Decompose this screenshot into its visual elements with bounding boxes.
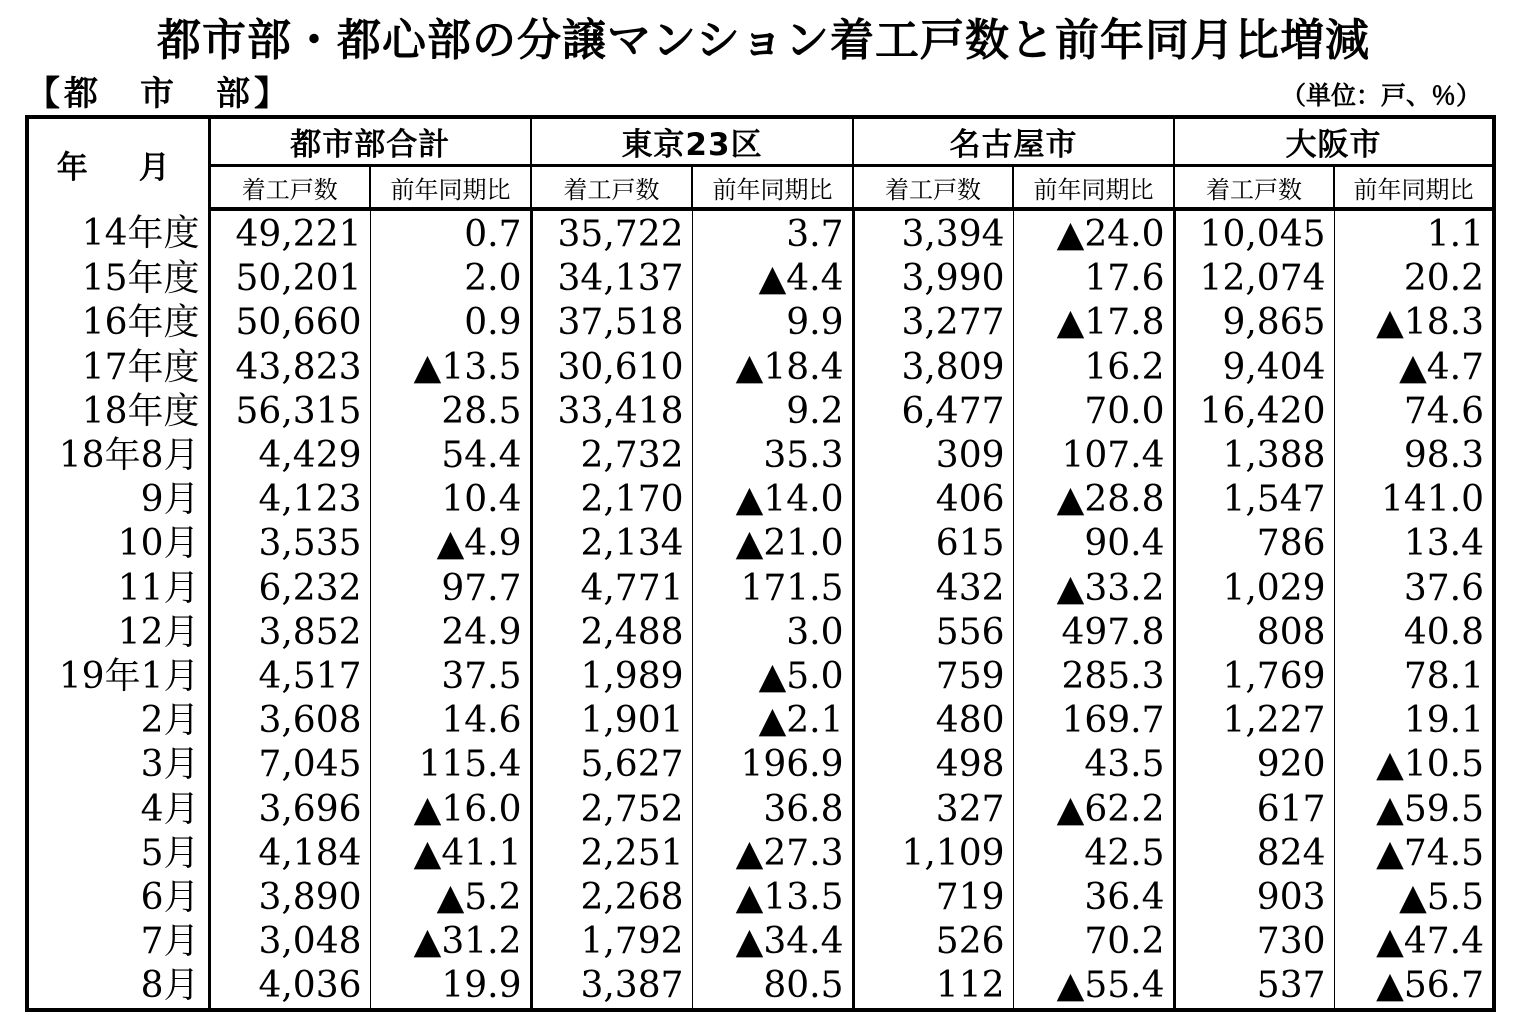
- cell-yoy: ▲55.4: [1013, 964, 1174, 1010]
- cell-yoy: ▲5.5: [1334, 876, 1494, 920]
- cell-starts: 10,045: [1174, 209, 1334, 257]
- cell-yoy: 115.4: [370, 743, 531, 787]
- cell-starts: 759: [853, 655, 1013, 699]
- table-row: [27, 876, 1494, 920]
- cell-yoy: ▲13.5: [370, 346, 531, 390]
- cell-starts: 9,404: [1174, 346, 1334, 390]
- cell-yoy: 70.0: [1013, 390, 1174, 434]
- cell-starts: 1,792: [531, 920, 692, 964]
- table-row: [27, 567, 1494, 611]
- cell-yoy: ▲18.4: [692, 346, 853, 390]
- cell-starts: 808: [1174, 611, 1334, 655]
- cell-yoy: 9.9: [692, 301, 853, 345]
- cell-yoy: ▲47.4: [1334, 920, 1494, 964]
- cell-yoy: ▲74.5: [1334, 832, 1494, 876]
- row-label: 19年1月: [27, 655, 209, 699]
- sub-header-starts: 着工戸数: [853, 166, 1013, 210]
- cell-starts: 1,388: [1174, 434, 1334, 478]
- cell-starts: 824: [1174, 832, 1334, 876]
- table-row: [27, 434, 1494, 478]
- cell-starts: 12,074: [1174, 257, 1334, 301]
- cell-starts: 432: [853, 567, 1013, 611]
- sub-header-yoy: 前年同期比: [1013, 166, 1174, 210]
- cell-starts: 406: [853, 478, 1013, 522]
- cell-starts: 3,535: [209, 522, 370, 566]
- row-label: 10月: [27, 522, 209, 566]
- cell-yoy: ▲14.0: [692, 478, 853, 522]
- group-header-urban-total: 都市部合計: [209, 117, 531, 166]
- cell-starts: 4,123: [209, 478, 370, 522]
- construction-table: [25, 115, 1496, 1012]
- cell-starts: 617: [1174, 787, 1334, 831]
- cell-yoy: 37.6: [1334, 567, 1494, 611]
- group-header-tokyo23: 東京23区: [531, 117, 853, 166]
- table-header: [27, 117, 1494, 209]
- cell-yoy: ▲4.7: [1334, 346, 1494, 390]
- cell-yoy: ▲56.7: [1334, 964, 1494, 1010]
- cell-yoy: 3.7: [692, 209, 853, 257]
- section-label: 【都 市 部】: [26, 74, 292, 114]
- cell-yoy: ▲28.8: [1013, 478, 1174, 522]
- cell-yoy: ▲2.1: [692, 699, 853, 743]
- cell-starts: 327: [853, 787, 1013, 831]
- table-row: [27, 832, 1494, 876]
- cell-yoy: 36.8: [692, 787, 853, 831]
- table-row: [27, 257, 1494, 301]
- cell-starts: 1,227: [1174, 699, 1334, 743]
- cell-yoy: 36.4: [1013, 876, 1174, 920]
- cell-starts: 3,277: [853, 301, 1013, 345]
- cell-yoy: 2.0: [370, 257, 531, 301]
- cell-starts: 2,488: [531, 611, 692, 655]
- cell-starts: 1,109: [853, 832, 1013, 876]
- cell-starts: 34,137: [531, 257, 692, 301]
- cell-starts: 480: [853, 699, 1013, 743]
- cell-starts: 615: [853, 522, 1013, 566]
- year-month-header: 年 月: [27, 117, 209, 209]
- cell-yoy: 90.4: [1013, 522, 1174, 566]
- cell-yoy: ▲33.2: [1013, 567, 1174, 611]
- group-header-nagoya: 名古屋市: [853, 117, 1174, 166]
- cell-starts: 2,732: [531, 434, 692, 478]
- cell-starts: 33,418: [531, 390, 692, 434]
- cell-yoy: 70.2: [1013, 920, 1174, 964]
- row-label: 12月: [27, 611, 209, 655]
- cell-yoy: 16.2: [1013, 346, 1174, 390]
- row-label: 2月: [27, 699, 209, 743]
- cell-yoy: 80.5: [692, 964, 853, 1010]
- cell-yoy: ▲21.0: [692, 522, 853, 566]
- row-label: 6月: [27, 876, 209, 920]
- cell-yoy: 98.3: [1334, 434, 1494, 478]
- cell-starts: 3,387: [531, 964, 692, 1010]
- table-row: [27, 478, 1494, 522]
- cell-yoy: 19.1: [1334, 699, 1494, 743]
- cell-starts: 3,048: [209, 920, 370, 964]
- cell-yoy: 42.5: [1013, 832, 1174, 876]
- table-row: [27, 964, 1494, 1010]
- cell-yoy: 19.9: [370, 964, 531, 1010]
- unit-label: （単位：戸、％）: [1280, 81, 1481, 110]
- row-label: 17年度: [27, 346, 209, 390]
- cell-yoy: 0.7: [370, 209, 531, 257]
- cell-yoy: ▲10.5: [1334, 743, 1494, 787]
- cell-yoy: ▲59.5: [1334, 787, 1494, 831]
- cell-starts: 56,315: [209, 390, 370, 434]
- cell-starts: 556: [853, 611, 1013, 655]
- cell-yoy: 35.3: [692, 434, 853, 478]
- cell-yoy: ▲5.2: [370, 876, 531, 920]
- cell-yoy: 17.6: [1013, 257, 1174, 301]
- cell-yoy: 0.9: [370, 301, 531, 345]
- cell-yoy: ▲18.3: [1334, 301, 1494, 345]
- cell-yoy: 171.5: [692, 567, 853, 611]
- table-row: [27, 346, 1494, 390]
- table-body: [27, 209, 1494, 1010]
- sub-header-yoy: 前年同期比: [692, 166, 853, 210]
- cell-yoy: 3.0: [692, 611, 853, 655]
- cell-starts: 2,134: [531, 522, 692, 566]
- cell-starts: 3,852: [209, 611, 370, 655]
- cell-starts: 35,722: [531, 209, 692, 257]
- cell-yoy: 37.5: [370, 655, 531, 699]
- cell-yoy: 9.2: [692, 390, 853, 434]
- cell-yoy: ▲62.2: [1013, 787, 1174, 831]
- cell-starts: 3,809: [853, 346, 1013, 390]
- cell-yoy: 74.6: [1334, 390, 1494, 434]
- cell-starts: 309: [853, 434, 1013, 478]
- group-header-row: [27, 117, 1494, 166]
- cell-yoy: ▲4.9: [370, 522, 531, 566]
- cell-yoy: ▲24.0: [1013, 209, 1174, 257]
- cell-yoy: ▲4.4: [692, 257, 853, 301]
- sub-header-starts: 着工戸数: [531, 166, 692, 210]
- row-label: 15年度: [27, 257, 209, 301]
- table-row: [27, 787, 1494, 831]
- cell-starts: 920: [1174, 743, 1334, 787]
- cell-starts: 6,232: [209, 567, 370, 611]
- row-label: 5月: [27, 832, 209, 876]
- cell-starts: 1,989: [531, 655, 692, 699]
- table-row: [27, 611, 1494, 655]
- group-header-osaka: 大阪市: [1174, 117, 1494, 166]
- cell-yoy: 20.2: [1334, 257, 1494, 301]
- cell-starts: 4,771: [531, 567, 692, 611]
- cell-starts: 6,477: [853, 390, 1013, 434]
- cell-starts: 730: [1174, 920, 1334, 964]
- cell-starts: 50,201: [209, 257, 370, 301]
- cell-starts: 2,752: [531, 787, 692, 831]
- sub-header-yoy: 前年同期比: [370, 166, 531, 210]
- cell-starts: 537: [1174, 964, 1334, 1010]
- cell-starts: 16,420: [1174, 390, 1334, 434]
- cell-starts: 1,769: [1174, 655, 1334, 699]
- cell-yoy: 107.4: [1013, 434, 1174, 478]
- cell-starts: 4,517: [209, 655, 370, 699]
- cell-yoy: ▲13.5: [692, 876, 853, 920]
- cell-starts: 112: [853, 964, 1013, 1010]
- row-label: 7月: [27, 920, 209, 964]
- cell-starts: 498: [853, 743, 1013, 787]
- cell-starts: 3,696: [209, 787, 370, 831]
- cell-starts: 3,608: [209, 699, 370, 743]
- cell-yoy: ▲16.0: [370, 787, 531, 831]
- cell-yoy: 10.4: [370, 478, 531, 522]
- cell-yoy: 97.7: [370, 567, 531, 611]
- cell-yoy: ▲41.1: [370, 832, 531, 876]
- cell-yoy: 497.8: [1013, 611, 1174, 655]
- cell-starts: 719: [853, 876, 1013, 920]
- cell-yoy: 28.5: [370, 390, 531, 434]
- cell-yoy: ▲34.4: [692, 920, 853, 964]
- cell-yoy: 24.9: [370, 611, 531, 655]
- row-label: 18年度: [27, 390, 209, 434]
- cell-yoy: 43.5: [1013, 743, 1174, 787]
- table-row: [27, 699, 1494, 743]
- sub-header-starts: 着工戸数: [1174, 166, 1334, 210]
- row-label: 18年8月: [27, 434, 209, 478]
- cell-starts: 3,990: [853, 257, 1013, 301]
- cell-starts: 50,660: [209, 301, 370, 345]
- cell-starts: 2,170: [531, 478, 692, 522]
- cell-starts: 37,518: [531, 301, 692, 345]
- row-label: 9月: [27, 478, 209, 522]
- cell-yoy: 141.0: [1334, 478, 1494, 522]
- cell-starts: 43,823: [209, 346, 370, 390]
- cell-starts: 4,429: [209, 434, 370, 478]
- cell-starts: 4,036: [209, 964, 370, 1010]
- cell-starts: 1,547: [1174, 478, 1334, 522]
- cell-yoy: 285.3: [1013, 655, 1174, 699]
- cell-starts: 2,268: [531, 876, 692, 920]
- cell-yoy: 78.1: [1334, 655, 1494, 699]
- cell-yoy: 54.4: [370, 434, 531, 478]
- cell-starts: 7,045: [209, 743, 370, 787]
- cell-yoy: 169.7: [1013, 699, 1174, 743]
- cell-starts: 3,890: [209, 876, 370, 920]
- cell-starts: 526: [853, 920, 1013, 964]
- cell-starts: 30,610: [531, 346, 692, 390]
- cell-starts: 9,865: [1174, 301, 1334, 345]
- row-label: 16年度: [27, 301, 209, 345]
- cell-yoy: 13.4: [1334, 522, 1494, 566]
- cell-starts: 903: [1174, 876, 1334, 920]
- row-label: 11月: [27, 567, 209, 611]
- cell-yoy: 14.6: [370, 699, 531, 743]
- table-row: [27, 743, 1494, 787]
- table-row: [27, 655, 1494, 699]
- cell-yoy: ▲31.2: [370, 920, 531, 964]
- cell-starts: 2,251: [531, 832, 692, 876]
- table-row: [27, 209, 1494, 257]
- cell-yoy: ▲17.8: [1013, 301, 1174, 345]
- cell-starts: 786: [1174, 522, 1334, 566]
- row-label: 14年度: [27, 209, 209, 257]
- sub-header-starts: 着工戸数: [209, 166, 370, 210]
- row-label: 3月: [27, 743, 209, 787]
- table-row: [27, 301, 1494, 345]
- table-row: [27, 390, 1494, 434]
- table-row: [27, 522, 1494, 566]
- row-label: 4月: [27, 787, 209, 831]
- cell-starts: 49,221: [209, 209, 370, 257]
- cell-starts: 1,029: [1174, 567, 1334, 611]
- cell-starts: 1,901: [531, 699, 692, 743]
- cell-yoy: 40.8: [1334, 611, 1494, 655]
- table-row: [27, 920, 1494, 964]
- cell-yoy: ▲27.3: [692, 832, 853, 876]
- cell-yoy: 196.9: [692, 743, 853, 787]
- sub-header-row: [27, 166, 1494, 210]
- cell-starts: 3,394: [853, 209, 1013, 257]
- cell-starts: 4,184: [209, 832, 370, 876]
- row-label: 8月: [27, 964, 209, 1010]
- cell-yoy: 1.1: [1334, 209, 1494, 257]
- cell-yoy: ▲5.0: [692, 655, 853, 699]
- sub-header-yoy: 前年同期比: [1334, 166, 1494, 210]
- page-title: 都市部・都心部の分譲マンション着工戸数と前年同月比増減: [156, 15, 1371, 66]
- cell-starts: 5,627: [531, 743, 692, 787]
